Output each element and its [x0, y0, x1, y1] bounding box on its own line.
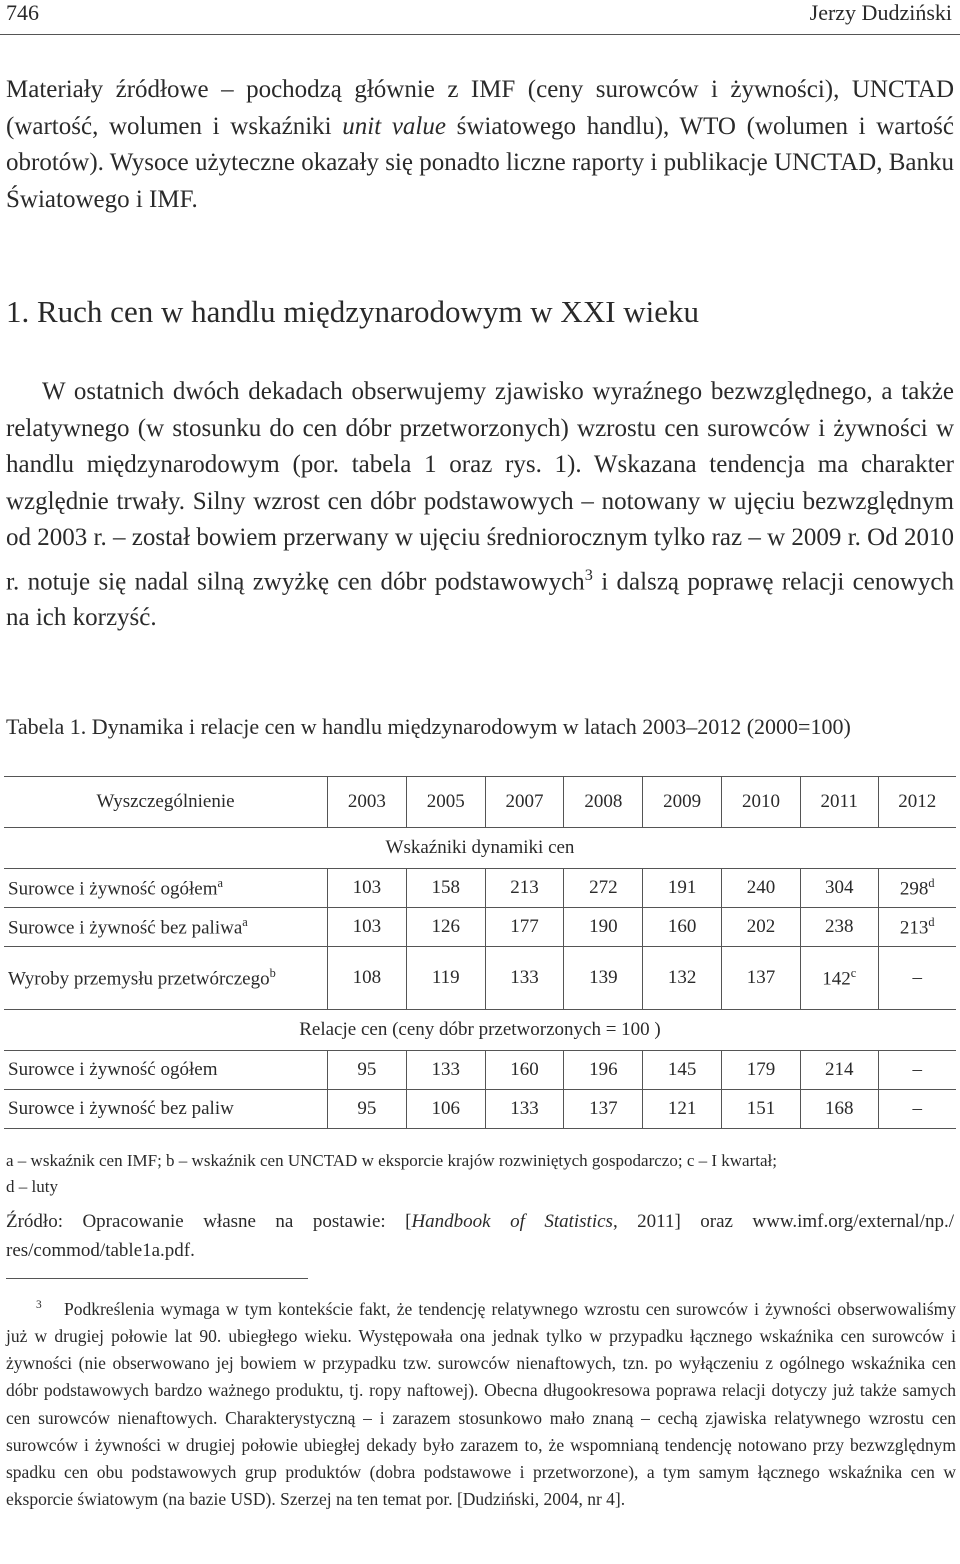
row-label-sup: a — [217, 875, 223, 890]
footnote-text: Podkreślenia wymaga w tym kontekście fakt, że tendencję relatywnego wzrostu cen surowców i żywności obserwowaliśmy już w drugiej połowie lat 90. ubiegłego wieku. Występowała ona jednak tylko w przypadku łącznego wskaźnika cen surowców i żywności (nie obserwowano jej bowiem w przypadku tzw. surowców nienaftowych, tzn. po wyłączeniu z ogólnego wskaźnika cen dóbr podstawowych bardzo ważnego produktu, tj. ropy naftowej). Obecna długookresowa poprawa relacji dotyczy już także samych cen surowców nienaftowych. Charakterystyczną – i zarazem stosunkowo mało znaną – cechą zjawiska relatywnego wzrostu cen surowców i żywności w drugiej połowie ubiegłej dekady było zarazem to, że wspomnianą tendencję notowano przy bezwzględnym spadku cen obu podstawowych grup produktów (dobra podstawowe i przetworzone), a tym samym łącznego wskaźnika cen w eksporcie światowym (na bazie USD). Szerzej na ten temat por. [Dudziński, 2004, nr 4]. — [6, 1298, 956, 1510]
table-cell — [485, 1051, 564, 1090]
cell-value: 133 — [510, 967, 539, 988]
cell-value: 202 — [746, 916, 776, 937]
table-row — [4, 908, 956, 947]
cell-value: 158 — [431, 877, 460, 898]
table-cell — [328, 947, 407, 1010]
table-cell — [800, 1051, 878, 1090]
table-cell — [564, 908, 643, 947]
table-cell — [406, 947, 485, 1010]
source-text-1: Źródło: Opracowanie własne na postawie: [ — [6, 1211, 412, 1232]
header-rule — [0, 34, 960, 35]
table-cell — [406, 869, 485, 908]
table-cell — [878, 947, 956, 1010]
year-header: 2011 — [800, 777, 878, 828]
table-header-row — [4, 777, 956, 828]
table-notes — [6, 1148, 954, 1200]
table-cell — [328, 1090, 407, 1129]
year-header: 2005 — [406, 777, 485, 828]
table-source — [6, 1207, 954, 1265]
section-price-index-label: Wskaźniki dynamiki cen — [4, 828, 956, 869]
table-cell — [564, 1051, 643, 1090]
table-caption: Tabela 1. Dynamika i relacje cen w handlu międzynarodowym w latach 2003–2012 (2000=100) — [6, 714, 851, 739]
notes-line-2: d – luty — [6, 1177, 58, 1196]
running-header-author: Jerzy Dudziński — [809, 0, 952, 25]
table-cell — [800, 947, 878, 1010]
source-italic: Handbook of Statistics — [411, 1211, 613, 1232]
cell-value: 137 — [589, 1098, 618, 1119]
table-cell — [800, 908, 878, 947]
notes-line-1: a – wskaźnik cen IMF; b – wskaźnik cen UNCTAD w eksporcie krajów rozwiniętych gospodarczo; c – I kwartał; — [6, 1151, 777, 1170]
row-label-sup: a — [242, 914, 248, 929]
section-price-index — [4, 828, 956, 869]
row-label-text: Surowce i żywność bez paliwa — [8, 917, 243, 939]
row-label-text: Surowce i żywność ogółem — [8, 878, 218, 900]
table-cell — [643, 908, 722, 947]
row-label-text: Surowce i żywność bez paliw — [8, 1098, 234, 1119]
table-row — [4, 1051, 956, 1090]
table-cell — [878, 869, 956, 908]
cell-sup: d — [928, 914, 935, 929]
body-text-1: W ostatnich dwóch dekadach obserwujemy zjawisko wyraźnego bezwzględnego, a także relatywnego (w stosunku do cen dóbr przetworzonych) wzrostu cen surowców i żywności w handlu międzynarodowym (por. tabela 1 oraz rys. 1). Wskazana tendencja ma charakter względnie trwały. Silny wzrost cen dóbr podstawowych – notowany w ujęciu bezwzględnym od 2003 r. – został bowiem przerwany w ujęciu średniorocznym tylko raz – w 2009 r. Od 2010 r. notuje się nadal silną zwyżkę cen dóbr podstawowych — [6, 378, 954, 595]
table-cell — [643, 869, 722, 908]
table-cell — [800, 1090, 878, 1129]
year-header: 2008 — [564, 777, 643, 828]
cell-value: – — [912, 1059, 922, 1080]
cell-value: 160 — [510, 1059, 539, 1080]
cell-value: – — [912, 967, 922, 988]
table-cell — [722, 947, 801, 1010]
cell-value: 177 — [510, 916, 539, 937]
cell-value: 126 — [431, 916, 460, 937]
cell-value: 95 — [357, 1098, 377, 1119]
cell-value: 191 — [667, 877, 697, 898]
row-label — [4, 1090, 328, 1129]
cell-value: 213 — [510, 877, 539, 898]
cell-value: 108 — [352, 967, 382, 988]
table-cell — [878, 1090, 956, 1129]
table-cell — [328, 908, 407, 947]
cell-value: 272 — [589, 877, 618, 898]
cell-value: 298 — [899, 878, 929, 900]
cell-value: 106 — [431, 1098, 460, 1119]
cell-value: 133 — [510, 1098, 539, 1119]
year-header: 2009 — [643, 777, 722, 828]
row-label — [4, 1051, 328, 1090]
cell-value: 190 — [589, 916, 618, 937]
footnote-rule — [6, 1278, 308, 1279]
section-heading: 1. Ruch cen w handlu międzynarodowym w XXI wieku — [6, 294, 700, 329]
row-label-text: Wyroby przemysłu przetwórczego — [8, 968, 270, 990]
table-cell — [406, 1051, 485, 1090]
table-cell — [328, 1051, 407, 1090]
intro-paragraph — [6, 72, 954, 218]
intro-italic: unit value — [342, 112, 446, 140]
table-row — [4, 869, 956, 908]
body-paragraph — [6, 374, 954, 637]
footnote-reference: 3 — [584, 565, 593, 584]
cell-value: 240 — [746, 877, 776, 898]
cell-value: 160 — [667, 916, 697, 937]
table-cell — [485, 869, 564, 908]
table-cell — [406, 908, 485, 947]
cell-value: 103 — [352, 877, 382, 898]
row-label-text: Surowce i żywność ogółem — [8, 1059, 218, 1080]
body-text-2: i dalszą poprawę relacji cenowych na ich korzyść. — [6, 567, 954, 632]
table-cell — [800, 869, 878, 908]
cell-value: 151 — [746, 1098, 776, 1119]
footnote — [6, 1292, 956, 1513]
row-label — [4, 869, 328, 908]
cell-value: 196 — [589, 1059, 618, 1080]
year-header: 2012 — [878, 777, 956, 828]
table-cell — [485, 1090, 564, 1129]
intro-text-1: Materiały źródłowe – pochodzą głównie z IMF (ceny surowców i żywności), UNCTAD (wartość, wolumen i wskaźniki — [6, 76, 954, 140]
table-cell — [485, 908, 564, 947]
table-cell — [564, 1090, 643, 1129]
cell-value: 132 — [667, 967, 697, 988]
header-label: Wyszczególnienie — [4, 777, 328, 828]
table-cell — [564, 947, 643, 1010]
cell-value: 121 — [667, 1098, 697, 1119]
table-cell — [722, 1051, 801, 1090]
year-header: 2007 — [485, 777, 564, 828]
cell-value: 95 — [357, 1059, 377, 1080]
cell-value: 238 — [824, 916, 854, 937]
table-row — [4, 947, 956, 1010]
cell-value: 213 — [899, 917, 929, 939]
cell-value: 304 — [824, 877, 854, 898]
table-row — [4, 1090, 956, 1129]
table-cell — [722, 1090, 801, 1129]
intro-text-2: światowego handlu), WTO (wolumen i wartość obrotów). Wysoce użyteczne okazały się ponadto liczne raporty i publikacje UNCTAD, Banku Światowego i IMF. — [6, 112, 954, 213]
cell-value: 139 — [589, 967, 618, 988]
cell-value: 214 — [824, 1059, 854, 1080]
table-cell — [878, 1051, 956, 1090]
page-number: 746 — [6, 0, 39, 25]
cell-sup: c — [850, 965, 857, 980]
year-header: 2010 — [722, 777, 801, 828]
table-cell — [643, 947, 722, 1010]
table-cell — [485, 947, 564, 1010]
table-cell — [722, 908, 801, 947]
table-cell — [643, 1090, 722, 1129]
source-text-2: , 2011] oraz www.imf.org/external/np./ res/commod/table1a.pdf. — [6, 1211, 954, 1261]
table-cell — [643, 1051, 722, 1090]
cell-value: 133 — [431, 1059, 460, 1080]
table-cell — [878, 908, 956, 947]
cell-value: 142 — [822, 968, 851, 990]
section-price-relations-label: Relacje cen (ceny dóbr przetworzonych = 100 ) — [4, 1010, 956, 1051]
table-cell — [564, 869, 643, 908]
cell-sup: d — [928, 875, 935, 890]
table-cell — [406, 1090, 485, 1129]
data-table — [4, 776, 956, 1129]
footnote-number: 3 — [36, 1299, 42, 1311]
cell-value: 145 — [667, 1059, 697, 1080]
section-price-relations — [4, 1010, 956, 1051]
cell-value: 103 — [352, 916, 382, 937]
cell-value: 179 — [746, 1059, 776, 1080]
cell-value: 119 — [431, 967, 460, 988]
table-cell — [328, 869, 407, 908]
row-label — [4, 947, 328, 1010]
table-cell — [722, 869, 801, 908]
year-header: 2003 — [328, 777, 407, 828]
cell-value: – — [912, 1098, 922, 1119]
row-label-sup: b — [269, 965, 276, 980]
cell-value: 168 — [824, 1098, 854, 1119]
row-label — [4, 908, 328, 947]
cell-value: 137 — [746, 967, 776, 988]
